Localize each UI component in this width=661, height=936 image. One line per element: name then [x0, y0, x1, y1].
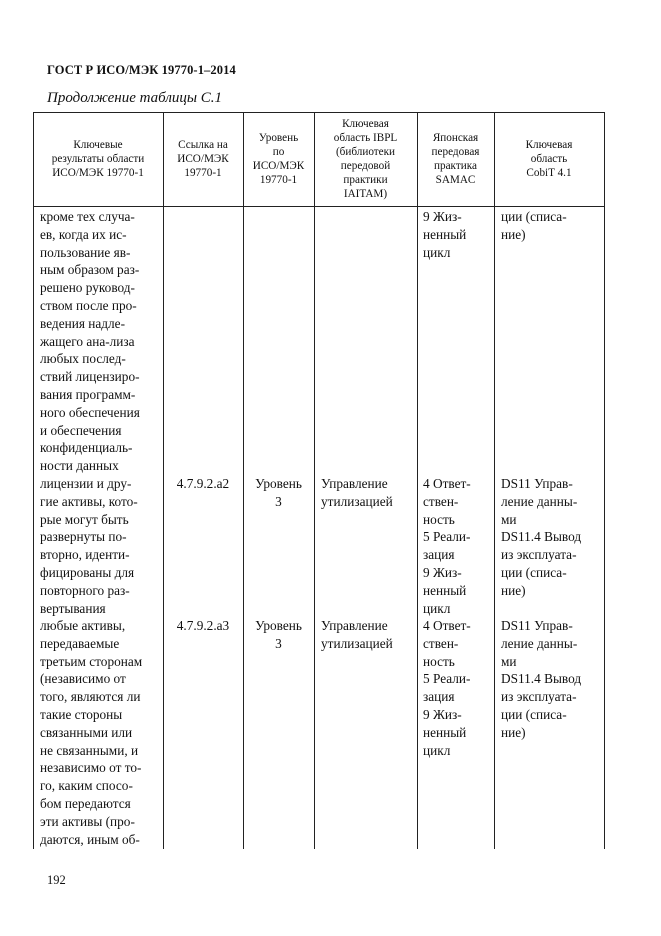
table-cell-reference: 4.7.9.2.a3 — [176, 618, 230, 633]
table-right-border — [604, 112, 605, 849]
table-cell-result: кроме тех случа- ев, когда их ис- пользование яв- ным образом раз- решено руковод- ством после про- ведения надле- жащего ана-лиза любых послед- ствий лицензиро- вания программ- ного обеспечения и обеспечения конфиденциаль- ности данных — [40, 209, 140, 474]
document-title: ГОСТ Р ИСО/МЭК 19770-1–2014 — [47, 63, 236, 77]
header-reference: Ссылка на ИСО/МЭК 19770-1 — [177, 139, 229, 179]
table-cell-cobit: ции (списа- ние) — [501, 209, 567, 242]
table-cell-cobit: DS11 Управ- ление данны- ми DS11.4 Вывод из эксплуата- ции (списа- ние) — [501, 476, 582, 598]
header-key-results: Ключевые результаты области ИСО/МЭК 19770-1 — [51, 139, 145, 179]
table-cell-samac: 4 Ответ- ствен- ность 5 Реали- зация 9 Жиз- ненный цикл — [423, 476, 471, 616]
table-cell-ibpl: Управление утилизацией — [321, 476, 393, 509]
column-divider — [314, 112, 315, 849]
page-number: 192 — [47, 873, 66, 887]
table-cell-level: Уровень 3 — [255, 618, 302, 651]
table-header-divider — [33, 206, 604, 207]
column-divider — [417, 112, 418, 849]
table-cell-samac: 9 Жиз- ненный цикл — [423, 209, 467, 260]
column-divider — [494, 112, 495, 849]
table-cell-result: любые активы, передаваемые третьим сторонам (независимо от того, являются ли такие стороны связанными или не связанными, и независимо от то- го, каким спосо- бом передаются эти активы (про- даются, иным об- — [40, 618, 143, 847]
header-level: Уровень по ИСО/МЭК 19770-1 — [252, 132, 305, 186]
header-samac: Японская передовая практика SAMAC — [431, 132, 480, 186]
table-left-border — [33, 112, 34, 849]
table-cell-ibpl: Управление утилизацией — [321, 618, 393, 651]
header-cobit: Ключевая область CobiT 4.1 — [525, 139, 573, 179]
table-c1 — [33, 112, 604, 849]
table-cell-reference: 4.7.9.2.a2 — [176, 476, 230, 491]
header-ibpl: Ключевая область IBPL (библиотеки передовой практики IAITAM) — [333, 118, 398, 200]
table-cell-level: Уровень 3 — [255, 476, 302, 509]
table-cell-cobit: DS11 Управ- ление данны- ми DS11.4 Вывод из эксплуата- ции (списа- ние) — [501, 618, 582, 740]
table-continuation-label: Продолжение таблицы С.1 — [47, 90, 223, 106]
table-cell-result: лицензии и дру- гие активы, кото- рые могут быть развернуты по- вторно, иденти- фицированы для повторного раз- вертывания — [40, 476, 138, 616]
table-cell-samac: 4 Ответ- ствен- ность 5 Реали- зация 9 Жиз- ненный цикл — [423, 618, 471, 758]
